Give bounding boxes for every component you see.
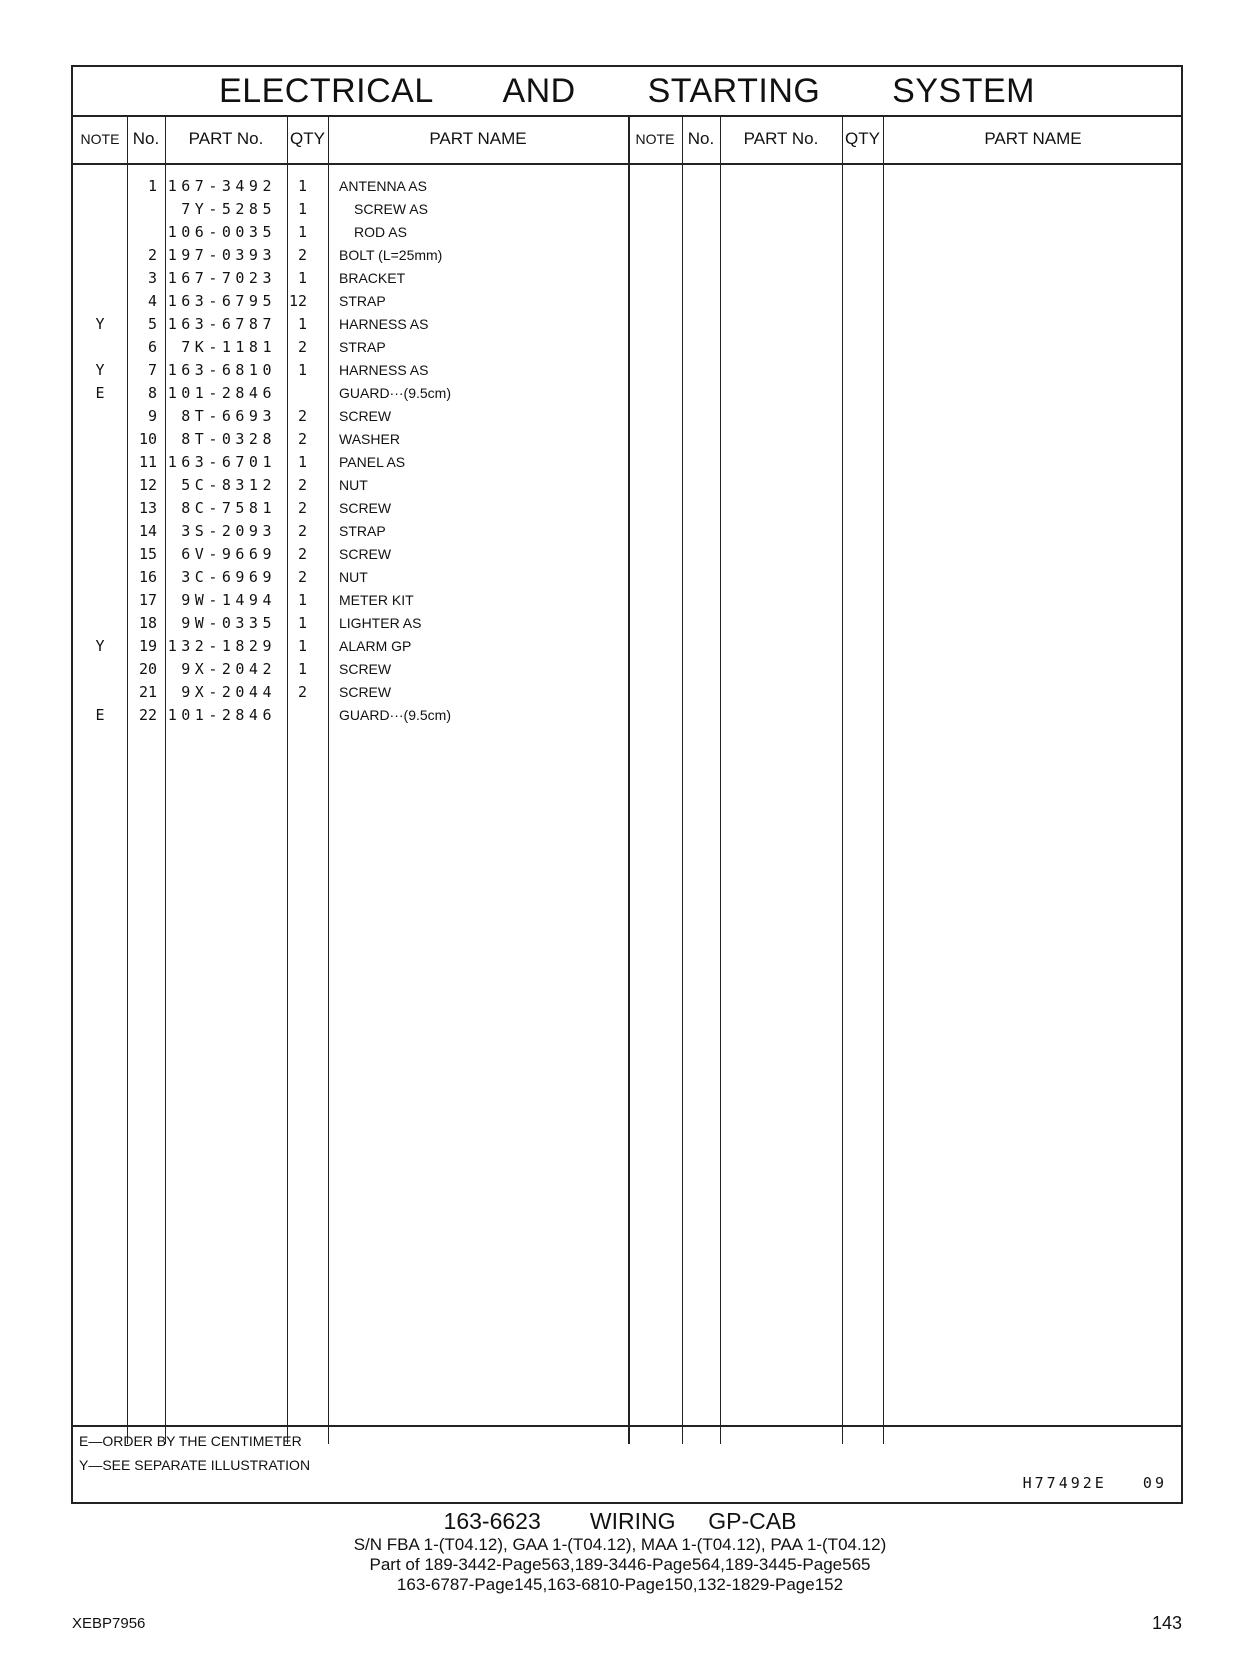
row-quantity bbox=[287, 382, 307, 405]
row-part-name: SCREW bbox=[339, 684, 392, 700]
row-part-name: SCREW bbox=[339, 661, 392, 677]
row-note bbox=[73, 543, 127, 566]
row-quantity: 1 bbox=[297, 637, 307, 655]
row-part-number: 106-0035 bbox=[167, 223, 276, 241]
table-row bbox=[73, 382, 628, 405]
row-part-number: 8T-0328 bbox=[181, 430, 276, 448]
table-row bbox=[73, 175, 628, 198]
row-quantity bbox=[287, 704, 307, 727]
row-number bbox=[127, 198, 157, 221]
table-row bbox=[73, 566, 628, 589]
table-row bbox=[73, 658, 628, 681]
table-row bbox=[73, 474, 628, 497]
row-number: 5 bbox=[147, 315, 157, 333]
row-number: 17 bbox=[138, 591, 157, 609]
row-note bbox=[73, 589, 127, 612]
row-number: 6 bbox=[147, 338, 157, 356]
row-number: 1 bbox=[147, 177, 157, 195]
row-part-name: NUT bbox=[339, 569, 368, 585]
row-quantity: 1 bbox=[297, 591, 307, 609]
table-row bbox=[73, 589, 628, 612]
row-part-number: 6V-9669 bbox=[181, 545, 276, 563]
row-note bbox=[73, 681, 127, 704]
row-note bbox=[73, 497, 127, 520]
row-part-number: 8C-7581 bbox=[181, 499, 276, 517]
row-number: 22 bbox=[138, 706, 157, 724]
row-note bbox=[73, 244, 127, 267]
row-part-number: 163-6787 bbox=[167, 315, 276, 333]
header-no-right: No. bbox=[687, 129, 715, 148]
row-quantity: 1 bbox=[297, 200, 307, 218]
row-quantity: 2 bbox=[297, 430, 307, 448]
row-number: 4 bbox=[147, 292, 157, 310]
row-number: 15 bbox=[138, 545, 157, 563]
row-number: 14 bbox=[138, 522, 157, 540]
document-code: XEBP7956 bbox=[72, 1615, 146, 1632]
row-part-number: 163-6795 bbox=[167, 292, 276, 310]
row-quantity: 1 bbox=[297, 223, 307, 241]
table-row bbox=[73, 336, 628, 359]
row-part-name: METER KIT bbox=[339, 592, 414, 608]
row-part-name: BOLT (L=25mm) bbox=[339, 247, 443, 263]
header-part-no-left: PART No. bbox=[188, 129, 264, 148]
row-number: 11 bbox=[138, 453, 157, 471]
table-row bbox=[73, 244, 628, 267]
table-header bbox=[73, 115, 1181, 165]
row-quantity: 2 bbox=[297, 683, 307, 701]
table-row bbox=[73, 267, 628, 290]
table-row bbox=[73, 704, 628, 727]
header-part-name-left: PART NAME bbox=[429, 129, 527, 148]
row-quantity: 2 bbox=[297, 522, 307, 540]
caption-part-of: Part of 189-3442-Page563,189-3446-Page564,189-3445-Page565 bbox=[369, 1555, 871, 1574]
row-part-name: PANEL AS bbox=[339, 454, 406, 470]
header-no-left: No. bbox=[132, 129, 160, 148]
row-note bbox=[73, 566, 127, 589]
column-divider bbox=[883, 115, 884, 1444]
caption-page-refs: 163-6787-Page145,163-6810-Page150,132-1829-Page152 bbox=[396, 1575, 844, 1594]
row-quantity: 1 bbox=[297, 269, 307, 287]
table-row bbox=[73, 198, 628, 221]
row-quantity: 1 bbox=[297, 614, 307, 632]
caption-title: 163-6623 WIRING GP-CAB bbox=[443, 1508, 797, 1534]
row-quantity: 1 bbox=[297, 453, 307, 471]
notes-divider bbox=[73, 1425, 1181, 1427]
row-part-name: GUARD···(9.5cm) bbox=[339, 385, 451, 401]
table-row bbox=[73, 520, 628, 543]
row-part-number: 167-3492 bbox=[167, 177, 276, 195]
caption-serial-numbers: S/N FBA 1-(T04.12), GAA 1-(T04.12), MAA 1-(T04.12), PAA 1-(T04.12) bbox=[353, 1535, 887, 1554]
row-note bbox=[73, 405, 127, 428]
row-part-name: SCREW bbox=[339, 500, 392, 516]
row-part-number: 3S-2093 bbox=[181, 522, 276, 540]
header-note-right: NOTE bbox=[635, 131, 675, 147]
row-note bbox=[73, 175, 127, 198]
row-quantity: 2 bbox=[297, 246, 307, 264]
row-quantity: 2 bbox=[297, 568, 307, 586]
table-row bbox=[73, 635, 628, 658]
column-divider bbox=[628, 115, 630, 1444]
row-number: 8 bbox=[147, 384, 157, 402]
row-part-name: STRAP bbox=[339, 523, 386, 539]
row-part-name: ALARM GP bbox=[339, 638, 412, 654]
row-part-name: HARNESS AS bbox=[339, 362, 429, 378]
row-number: 9 bbox=[147, 407, 157, 425]
header-qty-left: QTY bbox=[290, 129, 325, 148]
row-note bbox=[73, 267, 127, 290]
table-row bbox=[73, 543, 628, 566]
row-quantity: 1 bbox=[297, 660, 307, 678]
row-part-name: SCREW bbox=[339, 408, 392, 424]
row-part-name: WASHER bbox=[339, 431, 400, 447]
parts-table-frame bbox=[71, 65, 1183, 1504]
row-note: Y bbox=[95, 637, 105, 655]
column-divider bbox=[682, 115, 683, 1444]
row-note: E bbox=[95, 706, 105, 724]
table-row bbox=[73, 428, 628, 451]
row-note bbox=[73, 198, 127, 221]
header-note-left: NOTE bbox=[80, 131, 120, 147]
row-note bbox=[73, 612, 127, 635]
row-number: 21 bbox=[138, 683, 157, 701]
row-part-name: BRACKET bbox=[339, 270, 406, 286]
row-note: Y bbox=[95, 361, 105, 379]
row-quantity: 1 bbox=[297, 177, 307, 195]
row-quantity: 2 bbox=[297, 476, 307, 494]
row-note bbox=[73, 474, 127, 497]
row-part-name: ANTENNA AS bbox=[339, 178, 427, 194]
section-title: ELECTRICAL AND STARTING SYSTEM bbox=[73, 67, 1181, 117]
row-part-name: STRAP bbox=[339, 339, 386, 355]
column-divider bbox=[842, 115, 843, 1444]
row-part-number: 167-7023 bbox=[167, 269, 276, 287]
note-y: Y—SEE SEPARATE ILLUSTRATION bbox=[79, 1457, 311, 1473]
header-part-name-right: PART NAME bbox=[984, 129, 1082, 148]
row-quantity: 2 bbox=[297, 407, 307, 425]
row-part-name: STRAP bbox=[339, 293, 386, 309]
row-number: 2 bbox=[147, 246, 157, 264]
row-note bbox=[73, 290, 127, 313]
row-number: 16 bbox=[138, 568, 157, 586]
table-row bbox=[73, 497, 628, 520]
table-row bbox=[73, 359, 628, 382]
row-part-name: SCREW AS bbox=[354, 201, 428, 217]
row-number: 10 bbox=[138, 430, 157, 448]
row-note: E bbox=[95, 384, 105, 402]
row-quantity: 12 bbox=[288, 292, 307, 310]
row-note bbox=[73, 221, 127, 244]
row-number: 7 bbox=[147, 361, 157, 379]
table-row bbox=[73, 405, 628, 428]
row-part-number: 9X-2042 bbox=[181, 660, 276, 678]
table-row bbox=[73, 612, 628, 635]
table-row bbox=[73, 681, 628, 704]
row-part-number: 101-2846 bbox=[167, 706, 276, 724]
note-e: E—ORDER BY THE CENTIMETER bbox=[79, 1433, 302, 1449]
row-part-name: HARNESS AS bbox=[339, 316, 429, 332]
row-quantity: 2 bbox=[297, 545, 307, 563]
row-part-number: 163-6810 bbox=[167, 361, 276, 379]
row-part-number: 101-2846 bbox=[167, 384, 276, 402]
header-qty-right: QTY bbox=[845, 129, 880, 148]
row-part-number: 163-6701 bbox=[167, 453, 276, 471]
table-row bbox=[73, 313, 628, 336]
row-quantity: 1 bbox=[297, 315, 307, 333]
row-part-number: 3C-6969 bbox=[181, 568, 276, 586]
row-part-name: GUARD···(9.5cm) bbox=[339, 707, 451, 723]
row-note bbox=[73, 520, 127, 543]
row-part-number: 7Y-5285 bbox=[181, 200, 276, 218]
row-part-name: NUT bbox=[339, 477, 368, 493]
table-row bbox=[73, 290, 628, 313]
row-quantity: 2 bbox=[297, 338, 307, 356]
row-quantity: 2 bbox=[297, 499, 307, 517]
row-number: 20 bbox=[138, 660, 157, 678]
row-number: 18 bbox=[138, 614, 157, 632]
table-row bbox=[73, 451, 628, 474]
page-number: 143 bbox=[1151, 1613, 1182, 1633]
row-part-number: 5C-8312 bbox=[181, 476, 276, 494]
row-number bbox=[127, 221, 157, 244]
table-row bbox=[73, 221, 628, 244]
row-note: Y bbox=[95, 315, 105, 333]
row-note bbox=[73, 658, 127, 681]
row-part-number: 9W-1494 bbox=[181, 591, 276, 609]
row-number: 13 bbox=[138, 499, 157, 517]
row-part-name: SCREW bbox=[339, 546, 392, 562]
column-divider bbox=[720, 115, 721, 1444]
row-part-name: ROD AS bbox=[354, 224, 407, 240]
row-note bbox=[73, 336, 127, 359]
header-part-no-right: PART No. bbox=[743, 129, 819, 148]
row-part-number: 132-1829 bbox=[167, 637, 276, 655]
row-part-number: 9X-2044 bbox=[181, 683, 276, 701]
row-note bbox=[73, 428, 127, 451]
row-number: 19 bbox=[138, 637, 157, 655]
row-part-name: LIGHTER AS bbox=[339, 615, 422, 631]
row-quantity: 1 bbox=[297, 361, 307, 379]
row-number: 12 bbox=[138, 476, 157, 494]
row-part-number: 7K-1181 bbox=[181, 338, 276, 356]
row-part-number: 9W-0335 bbox=[181, 614, 276, 632]
row-note bbox=[73, 451, 127, 474]
row-part-number: 8T-6693 bbox=[181, 407, 276, 425]
row-number: 3 bbox=[147, 269, 157, 287]
illustration-code: H77492E 09 bbox=[1022, 1474, 1167, 1492]
row-part-number: 197-0393 bbox=[167, 246, 276, 264]
